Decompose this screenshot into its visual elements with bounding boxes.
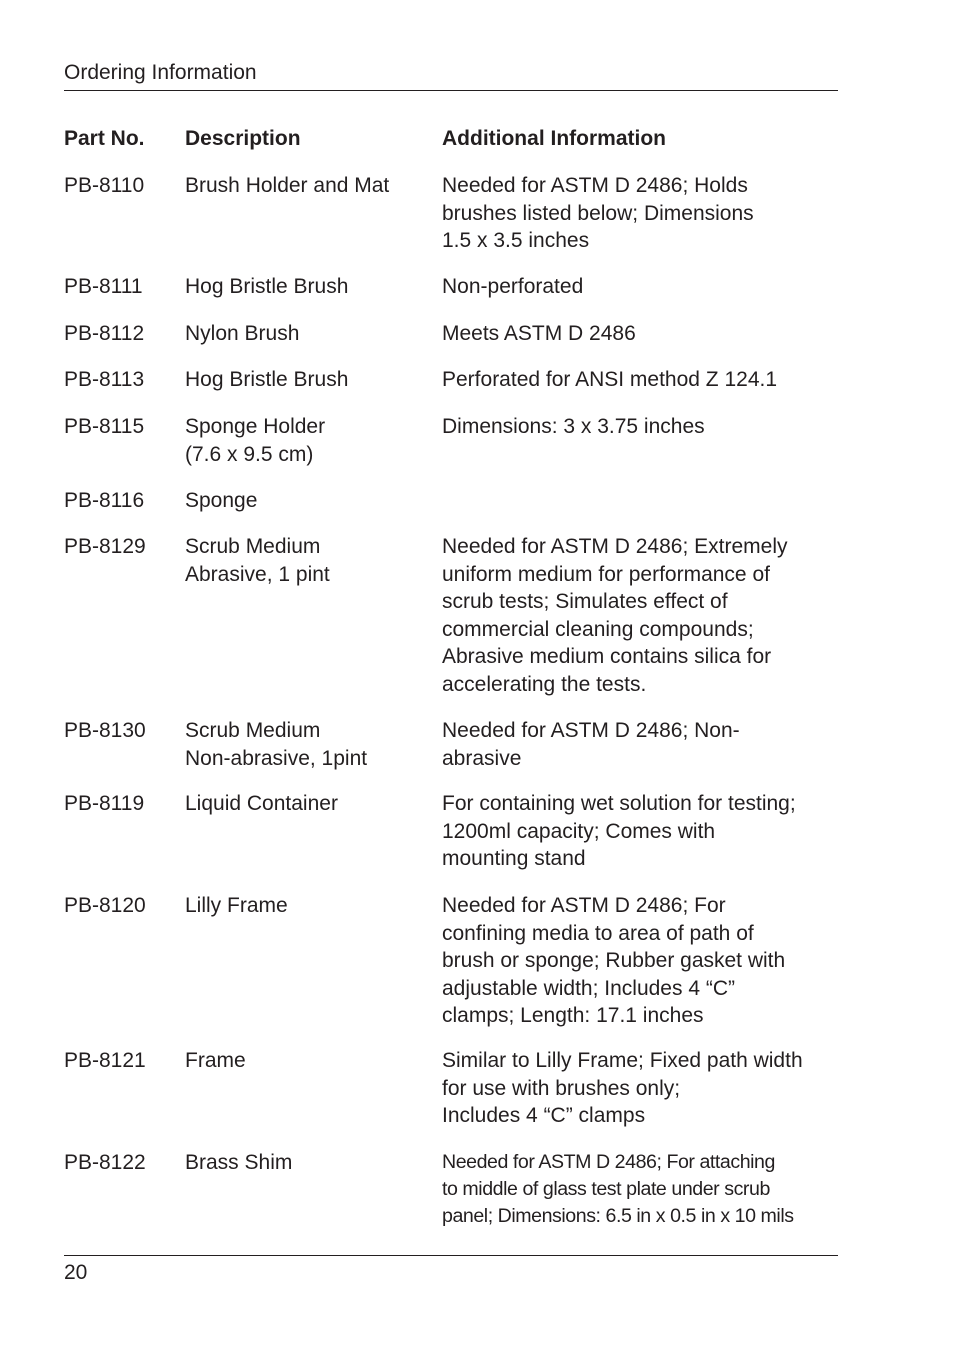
info-line: commercial cleaning compounds; [442, 617, 754, 641]
description-line: Sponge Holder [185, 415, 326, 438]
header-title: Ordering Information [64, 61, 257, 84]
info-line: Meets ASTM D 2486 [442, 322, 636, 345]
description-line: Sponge [185, 489, 258, 512]
description-line: Brass Shim [185, 1151, 293, 1174]
description-line: Nylon Brush [185, 322, 300, 345]
info-line: Similar to Lilly Frame; Fixed path width [442, 1049, 803, 1072]
additional-information [442, 413, 705, 441]
description [185, 172, 389, 200]
info-line: Non-perforated [442, 275, 584, 298]
description [185, 1047, 246, 1075]
description [185, 413, 325, 468]
description [185, 320, 299, 348]
part-number: PB-8129 [64, 535, 146, 558]
description [185, 273, 348, 301]
part-number: PB-8116 [64, 489, 145, 512]
description-line: Brush Holder and Mat [185, 174, 390, 197]
info-line: Needed for ASTM D 2486; Extremely [442, 535, 788, 558]
info-line: for use with brushes only; [442, 1076, 681, 1100]
info-line: abrasive [442, 746, 522, 770]
part-number: PB-8110 [64, 174, 145, 197]
part-number: PB-8113 [64, 368, 145, 391]
header-rule [64, 90, 838, 91]
info-line: Needed for ASTM D 2486; For [442, 894, 726, 917]
description-line: Scrub Medium [185, 719, 321, 742]
info-line: Dimensions: 3 x 3.75 inches [442, 415, 705, 438]
info-line: Needed for ASTM D 2486; For attaching [442, 1151, 775, 1173]
info-line: confining media to area of path of [442, 921, 754, 945]
footer-rule [64, 1255, 838, 1256]
additional-information [442, 172, 754, 255]
description-line: (7.6 x 9.5 cm) [185, 442, 314, 466]
part-number: PB-8130 [64, 719, 146, 742]
info-line: 1200ml capacity; Comes with [442, 819, 716, 843]
info-line: Needed for ASTM D 2486; Non- [442, 719, 740, 742]
additional-information [442, 790, 796, 873]
description-line: Abrasive, 1 pint [185, 562, 330, 586]
info-line: brush or sponge; Rubber gasket with [442, 949, 786, 972]
description [185, 1149, 292, 1177]
additional-information [442, 892, 785, 1030]
description-line: Liquid Container [185, 792, 338, 815]
column-header-part-no: Part No. [64, 127, 145, 150]
page-number: 20 [64, 1261, 88, 1284]
part-number: PB-8112 [64, 322, 145, 345]
additional-information [442, 320, 636, 348]
info-line: clamps; Length: 17.1 inches [442, 1004, 704, 1027]
info-line: Perforated for ANSI method Z 124.1 [442, 368, 778, 391]
additional-information [442, 533, 788, 698]
additional-information [442, 366, 777, 394]
description-line: Hog Bristle Brush [185, 368, 349, 391]
info-line: mounting stand [442, 847, 586, 870]
info-line: uniform medium for performance of [442, 562, 770, 586]
description [185, 717, 367, 772]
description-line: Scrub Medium [185, 535, 321, 558]
part-number: PB-8120 [64, 894, 146, 917]
info-line: Abrasive medium contains silica for [442, 645, 772, 668]
info-line: For containing wet solution for testing; [442, 792, 796, 815]
description [185, 790, 338, 818]
description-line: Non-abrasive, 1pint [185, 746, 368, 770]
additional-information [442, 273, 583, 301]
column-header-additional-information: Additional Information [442, 127, 666, 150]
info-line: adjustable width; Includes 4 “C” [442, 976, 735, 1000]
additional-information [442, 1149, 794, 1230]
info-line: accelerating the tests. [442, 672, 647, 696]
description-line: Hog Bristle Brush [185, 275, 349, 298]
additional-information [442, 717, 740, 772]
part-number: PB-8119 [64, 792, 145, 815]
description [185, 487, 257, 515]
description-line: Lilly Frame [185, 894, 288, 917]
description [185, 892, 288, 920]
part-number: PB-8115 [64, 415, 145, 438]
part-number: PB-8121 [64, 1049, 146, 1072]
description [185, 533, 330, 588]
additional-information [442, 1047, 803, 1130]
info-line: Needed for ASTM D 2486; Holds [442, 174, 748, 197]
info-line: 1.5 x 3.5 inches [442, 229, 590, 252]
part-number: PB-8111 [64, 275, 143, 298]
description-line: Frame [185, 1049, 246, 1072]
column-header-description: Description [185, 127, 301, 150]
info-line: Includes 4 “C” clamps [442, 1104, 646, 1127]
info-line: panel; Dimensions: 6.5 in x 0.5 in x 10 mils [442, 1205, 794, 1227]
part-number: PB-8122 [64, 1151, 146, 1174]
info-line: scrub tests; Simulates effect of [442, 590, 728, 613]
info-line: brushes listed below; Dimensions [442, 201, 754, 225]
info-line: to middle of glass test plate under scrub [442, 1178, 770, 1200]
description [185, 366, 348, 394]
